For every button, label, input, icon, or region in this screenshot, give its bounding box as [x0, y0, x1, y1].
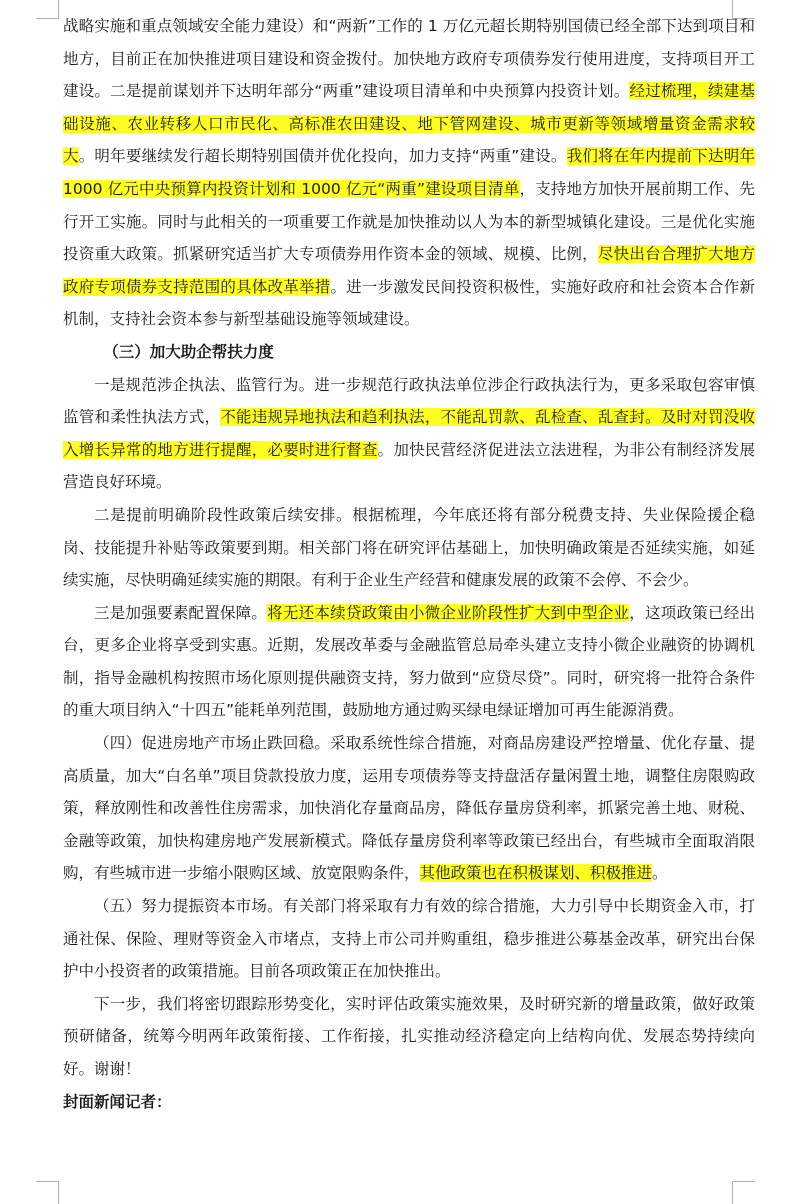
crop-mark-bottom-right	[732, 1181, 755, 1204]
text-segment: 三是加强要素配置保障。	[94, 603, 268, 622]
highlighted-text: 不能违规异地执法和趋利执法，不能乱罚款、乱检查、乱查封。及时对罚没收入增长异常的地方进行提醒，必要时进行督查	[63, 408, 755, 459]
text-segment: 二是提前明确阶段性政策后续安排。根据梳理，今年底还将有部分税费支持、失业保险援企稳岗、技能提升补贴等政策要到期。相关部门将在研究评估基础上，加快明确政策是否延续实施，如延续实施，尽快明确延续实施的期限。有利于企业生产经营和健康发展的政策不会停、不会少。	[63, 505, 755, 590]
reporter-label	[63, 1086, 755, 1119]
text-segment: 战略实施和重点领域安全能力建设）和“两新”工作的 1 万亿元超长期特别国债已经全部下达到项目和地方，目前正在加快推进项目建设和资金拨付。加快地方政府专项债券发行使用进度，支持项目开工建设。二是提前谋划并下达明年部分“两重”建设项目清单和中央预算内投资计划。	[63, 17, 755, 101]
text-segment: ，这项政策已经出台，更多企业将享受到实惠。近期，发展改革委与金融监管总局牵头建立支持小微企业融资的协调机制，指导金融机构按照市场化原则提供融资支持，努力做到“应贷尽贷”。同时，研究将一批符合条件的重大项目纳入“十四五”能耗单列范围，鼓励地方通过购买绿电绿证增加可再生能源消费。	[63, 603, 755, 720]
text-segment: 。加快民营经济促进法立法进程，为非公有制经济发展营造良好环境。	[63, 440, 755, 492]
text-segment: 封面新闻记者：	[63, 1092, 172, 1111]
text-segment: 一是规范涉企执法、监管行为。进一步规范行政执法单位涉企行政执法行为，更多采取包容审慎监管和柔性执法方式，	[63, 375, 755, 427]
paragraph-next-steps	[63, 988, 755, 1086]
highlighted-text: 我们将在年内提前下达明年 1000 亿元中央预算内投资计划和 1000 亿元“两重”建设项目清单	[63, 147, 755, 198]
section-heading-enterprise-support	[63, 336, 755, 369]
highlighted-text: 经过梳理，续建基础设施、农业转移人口市民化、高标准农田建设、地下管网建设、城市更新等领域增量资金需求较大	[63, 82, 755, 166]
highlighted-text: 尽快出台合理扩大地方政府专项债券支持范围的具体改革举措	[63, 245, 755, 296]
text-segment: ，支持地方加快开展前期工作、先行开工实施。同时与此相关的一项重要工作就是加快推动以人为本的新型城镇化建设。三是优化实施投资重大政策。抓紧研究适当扩大专项债券用作资本金的领域、规模、比例，	[63, 179, 755, 264]
paragraph-real-estate	[63, 727, 755, 890]
text-segment: 。	[652, 864, 668, 883]
crop-mark-bottom-left	[36, 1181, 59, 1204]
text-segment: （四）促进房地产市场止跌回稳。采取系统性综合措施，对商品房建设严控增量、优化存量、提高质量，加大“白名单”项目贷款投放力度，运用专项债券等支持盘活存量闲置土地，调整住房限购政策，释放刚性和改善性住房需求，加快消化存量商品房，降低存量房贷利率，抓紧完善土地、财税、金融等政策，加快构建房地产发展新模式。降低存量房贷利率等政策已经出台，有些城市全面取消限购，有些城市进一步缩小限购区域、放宽限购条件，	[63, 734, 755, 883]
paragraph-investment-policy	[63, 10, 755, 336]
paragraph-phased-policies	[63, 499, 755, 597]
text-segment: （五）努力提振资本市场。有关部门将采取有力有效的综合措施，大力引导中长期资金入市，打通社保、保险、理财等资金入市堵点，支持上市公司并购重组，稳步推进公募基金改革，研究出台保护中小投资者的政策措施。目前各项政策正在加快推出。	[63, 897, 755, 981]
document-body	[63, 10, 755, 1118]
text-segment: （三）加大助企帮扶力度	[103, 342, 274, 361]
paragraph-factor-allocation	[63, 597, 755, 727]
text-segment: 。明年要继续发行超长期特别国债并优化投向，加力支持“两重”建设。	[78, 147, 567, 166]
text-segment: 下一步，我们将密切跟踪形势变化，实时评估政策实施效果，及时研究新的增量政策，做好政策预研储备，统筹今明两年政策衔接、工作衔接，扎实推动经济稳定向上结构向优、发展态势持续向好。谢谢！	[63, 994, 755, 1078]
crop-mark-top-left	[36, 0, 59, 19]
paragraph-capital-market	[63, 890, 755, 988]
paragraph-regulate-enforcement	[63, 369, 755, 499]
highlighted-text: 将无还本续贷政策由小微企业阶段性扩大到中型企业	[267, 603, 630, 622]
text-segment: 。进一步激发民间投资积极性，实施好政府和社会资本合作新机制，支持社会资本参与新型基础设施等领域建设。	[63, 277, 755, 329]
highlighted-text: 其他政策也在积极谋划、积极推进	[419, 864, 653, 883]
